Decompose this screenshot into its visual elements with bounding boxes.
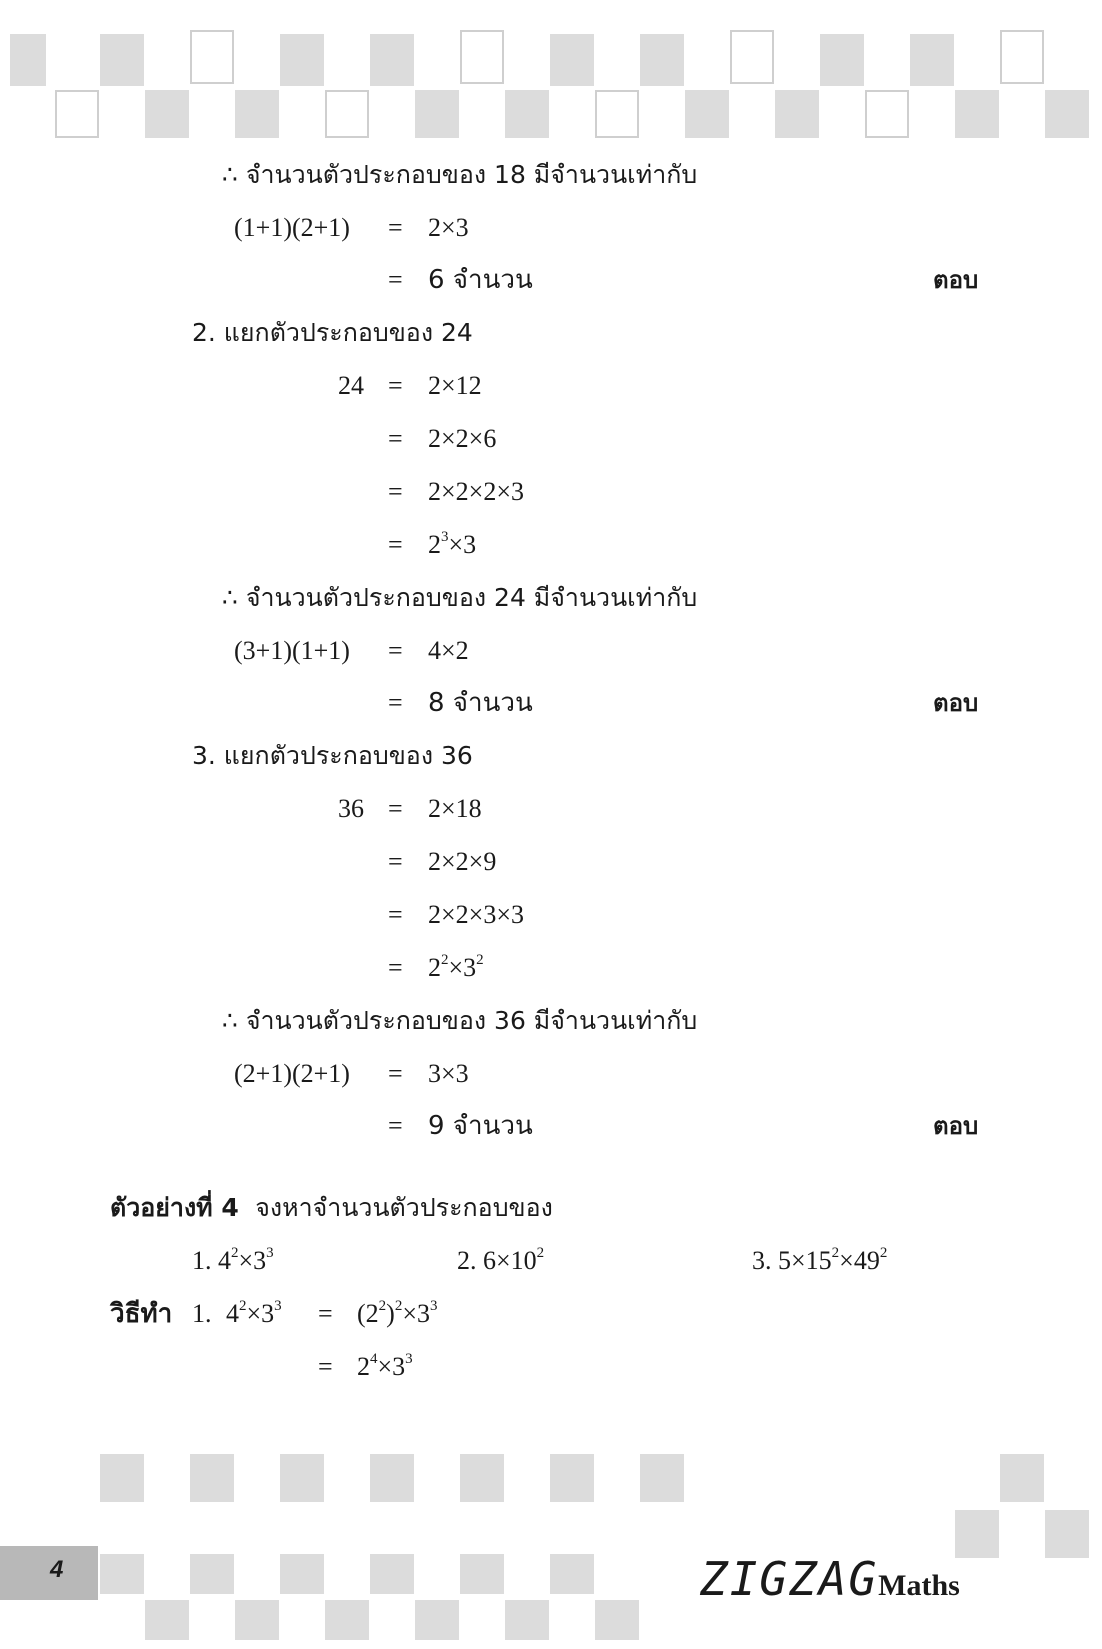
equals-sign: = (388, 794, 403, 823)
equation-rhs: 2×3 (428, 213, 469, 242)
deco-square (145, 1600, 189, 1640)
equals-sign: = (388, 530, 403, 559)
example-item-1: 1. $4^2\times 3^3$ (192, 1245, 274, 1275)
deco-square (100, 34, 144, 86)
deco-square (550, 1554, 594, 1594)
logo-script: ZIGZAG (700, 1552, 879, 1606)
deco-square (370, 1454, 414, 1502)
equals-sign: = (388, 265, 403, 294)
deco-square (460, 30, 504, 84)
equation-lhs: (3+1)(1+1) (234, 636, 350, 665)
therefore-line-18: ∴ จำนวนตัวประกอบของ 18 มีจำนวนเท่ากับ (222, 160, 698, 189)
deco-square (325, 1600, 369, 1640)
deco-square (730, 30, 774, 84)
equals-sign: = (388, 213, 403, 242)
example-heading (110, 1193, 553, 1223)
deco-square (775, 90, 819, 138)
deco-square (1045, 90, 1089, 138)
deco-square (100, 1554, 144, 1594)
example-item-2: 2. $6\times 10^2$ (457, 1245, 545, 1275)
solution-step: $(2^2)^2\times 3^3$ (357, 1298, 438, 1328)
answer-label: ตอบ (933, 1112, 979, 1140)
equals-sign: = (318, 1352, 333, 1381)
equation-result: 9 จำนวน (428, 1111, 533, 1141)
logo-word: Maths (878, 1569, 960, 1602)
equals-sign: = (388, 636, 403, 665)
deco-square (955, 1510, 999, 1558)
equals-sign: = (388, 424, 403, 453)
factor-step: 2×2×9 (428, 847, 497, 876)
factor-step: 2×2×6 (428, 424, 497, 453)
equals-sign: = (388, 847, 403, 876)
factor-power-form: $2^2\times 3^2$ (428, 952, 484, 982)
solution-lhs: $4^2\times 3^3$ (226, 1298, 282, 1328)
deco-square (910, 34, 954, 86)
deco-square (235, 1600, 279, 1640)
equation-lhs: (2+1)(2+1) (234, 1059, 350, 1088)
deco-square (505, 90, 549, 138)
therefore-line-24: ∴ จำนวนตัวประกอบของ 24 มีจำนวนเท่ากับ (222, 583, 698, 612)
equals-sign: = (388, 900, 403, 929)
deco-square (370, 34, 414, 86)
page-number-box (0, 1546, 98, 1600)
answer-label: ตอบ (933, 689, 979, 717)
equation-lhs: (1+1)(2+1) (234, 213, 350, 242)
equation-rhs: 4×2 (428, 636, 469, 665)
deco-square (190, 30, 234, 84)
factor-step: 2×12 (428, 371, 482, 400)
equals-sign: = (388, 953, 403, 982)
section-heading-24: 2. แยกตัวประกอบของ 24 (192, 318, 473, 347)
equals-sign: = (318, 1299, 333, 1328)
deco-square (370, 1554, 414, 1594)
solution-label: วิธีทำ (110, 1299, 173, 1329)
equals-sign: = (388, 477, 403, 506)
deco-square (685, 90, 729, 138)
equals-sign: = (388, 371, 403, 400)
factor-step: 2×2×2×3 (428, 477, 524, 506)
equation-result: 8 จำนวน (428, 688, 533, 718)
deco-square (460, 1454, 504, 1502)
deco-square (190, 1554, 234, 1594)
deco-square (820, 34, 864, 86)
therefore-line-36: ∴ จำนวนตัวประกอบของ 36 มีจำนวนเท่ากับ (222, 1006, 698, 1035)
deco-square (100, 1454, 144, 1502)
deco-square (550, 34, 594, 86)
deco-square (1000, 30, 1044, 84)
deco-square (415, 90, 459, 138)
zigzag-maths-logo (700, 1552, 960, 1606)
deco-square (505, 1600, 549, 1640)
answer-label: ตอบ (933, 266, 979, 294)
example-item-3: 3. $5\times 15^2\times 49^2$ (752, 1245, 888, 1275)
deco-square (1045, 1510, 1089, 1558)
page-number: 4 (50, 1556, 64, 1583)
deco-square (10, 34, 46, 86)
deco-square (1000, 1454, 1044, 1502)
deco-square (190, 1454, 234, 1502)
equals-sign: = (388, 688, 403, 717)
deco-square (145, 90, 189, 138)
deco-square (595, 90, 639, 138)
deco-square (640, 1454, 684, 1502)
deco-square (280, 34, 324, 86)
example-prompt: จงหาจำนวนตัวประกอบของ (255, 1193, 553, 1222)
solution-item-number: 1. (192, 1299, 212, 1328)
equals-sign: = (388, 1111, 403, 1140)
deco-square (865, 90, 909, 138)
equals-sign: = (388, 1059, 403, 1088)
deco-square (325, 90, 369, 138)
solution-step: $2^4\times 3^3$ (357, 1351, 413, 1381)
deco-square (280, 1554, 324, 1594)
equation-lhs: 24 (338, 371, 364, 400)
deco-square (550, 1454, 594, 1502)
factor-step: 2×18 (428, 794, 482, 823)
deco-square (55, 90, 99, 138)
deco-square (955, 90, 999, 138)
example-label: ตัวอย่างที่ 4 (110, 1193, 239, 1222)
equation-rhs: 3×3 (428, 1059, 469, 1088)
equation-result: 6 จำนวน (428, 265, 533, 295)
factor-power-form: $2^3\times 3$ (428, 529, 477, 559)
section-heading-36: 3. แยกตัวประกอบของ 36 (192, 741, 473, 770)
deco-square (460, 1554, 504, 1594)
deco-square (235, 90, 279, 138)
equation-lhs: 36 (338, 794, 364, 823)
deco-square (280, 1454, 324, 1502)
deco-square (415, 1600, 459, 1640)
factor-step: 2×2×3×3 (428, 900, 524, 929)
top-decoration (0, 20, 1102, 124)
deco-square (595, 1600, 639, 1640)
deco-square (640, 34, 684, 86)
bottom-decoration (0, 1450, 1102, 1649)
